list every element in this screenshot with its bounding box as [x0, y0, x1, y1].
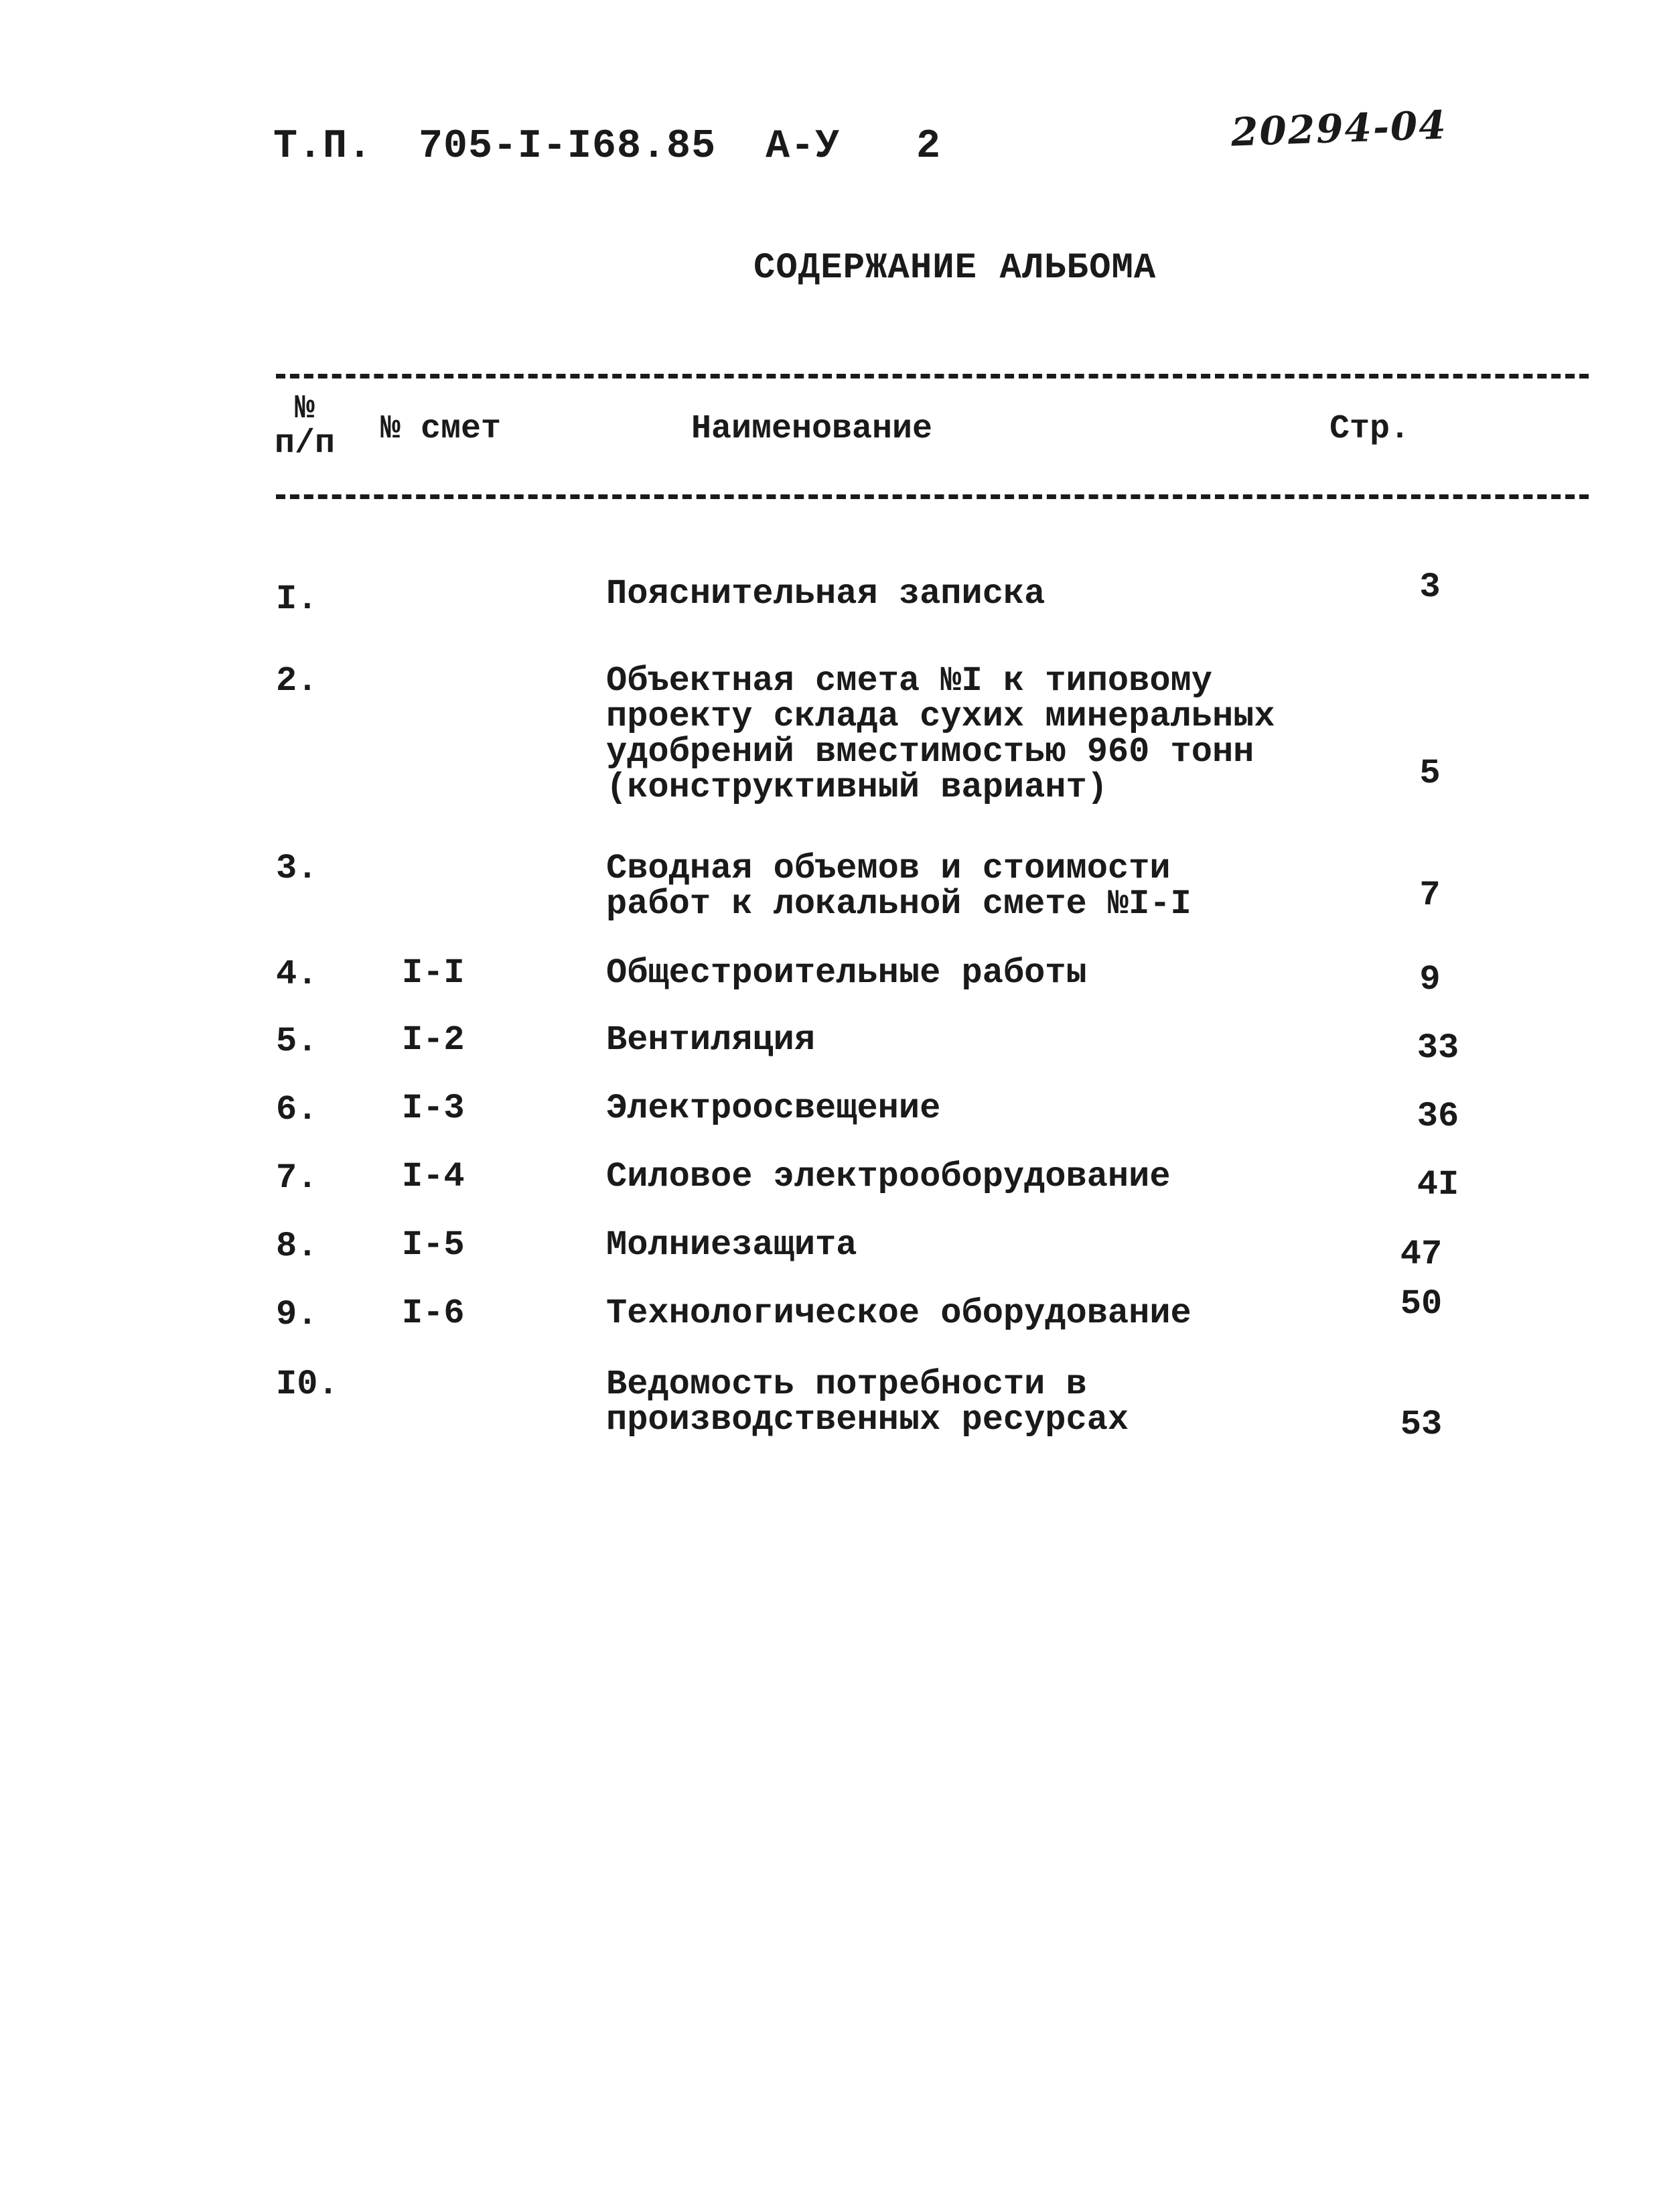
row-estimate: I-3 [402, 1089, 465, 1128]
row-number: 2. [276, 661, 318, 701]
header-project-code: 705-I-I68.85 А-У [419, 124, 841, 169]
header-series: Т.П. [273, 124, 373, 169]
page-title: СОДЕРЖАНИЕ АЛЬБОМА [753, 248, 1157, 289]
row-page: 53 [1400, 1405, 1443, 1444]
row-name-line: проекту склада сухих минеральных [606, 697, 1275, 736]
column-header-name: Наименование [691, 410, 933, 448]
row-name-line: Технологическое оборудование [606, 1294, 1192, 1333]
row-estimate: I-4 [402, 1157, 465, 1196]
row-name-line: Вентиляция [606, 1020, 816, 1060]
row-estimate: I-6 [402, 1294, 465, 1333]
row-number: 7. [276, 1158, 318, 1198]
row-estimate: I-2 [402, 1020, 465, 1060]
column-header-num-top: № [295, 390, 315, 428]
row-page: 9 [1419, 960, 1441, 999]
table-bottom-rule [276, 494, 1589, 499]
row-name-line: производственных ресурсах [606, 1400, 1129, 1440]
row-name-line: Силовое электрооборудование [606, 1157, 1171, 1196]
column-header-page: Стр. [1329, 410, 1411, 448]
header-inventory-number: 20294-04 [1230, 102, 1448, 155]
row-name-line: Электроосвещение [606, 1089, 941, 1128]
row-name-line: Пояснительная записка [606, 574, 1046, 614]
row-name-line: работ к локальной смете №I-I [606, 884, 1192, 924]
row-number: 8. [276, 1227, 318, 1266]
row-page: 4I [1417, 1165, 1459, 1204]
row-number: 6. [276, 1090, 318, 1129]
row-number: I. [276, 579, 318, 619]
row-name-line: Сводная объемов и стоимости [606, 849, 1171, 888]
row-estimate: I-I [402, 953, 465, 993]
row-name-line: Молниезащита [606, 1225, 857, 1265]
row-number: 3. [276, 849, 318, 888]
column-header-num [275, 392, 335, 462]
row-page: 36 [1417, 1097, 1459, 1136]
row-page: 5 [1419, 754, 1441, 793]
table-top-rule [276, 374, 1589, 378]
row-page: 33 [1417, 1028, 1459, 1068]
row-page: 7 [1419, 876, 1441, 915]
row-number: 9. [276, 1295, 318, 1334]
row-name-line: Ведомость потребности в [606, 1365, 1087, 1404]
column-header-num-bottom: п/п [275, 425, 336, 463]
row-page: 47 [1400, 1235, 1443, 1274]
row-page: 3 [1419, 567, 1441, 607]
row-number: I0. [276, 1365, 339, 1404]
row-name-line: Общестроительные работы [606, 953, 1087, 993]
row-number: 4. [276, 955, 318, 994]
row-name-line: Объектная смета №I к типовому [606, 661, 1212, 701]
header-sheet-number: 2 [916, 124, 942, 169]
column-header-estimate: № смет [380, 410, 502, 448]
row-number: 5. [276, 1022, 318, 1061]
row-page: 50 [1400, 1284, 1443, 1324]
row-name-line: удобрений вместимостью 960 тонн [606, 732, 1254, 772]
row-name-line: (конструктивный вариант) [606, 768, 1108, 807]
row-estimate: I-5 [402, 1225, 465, 1265]
